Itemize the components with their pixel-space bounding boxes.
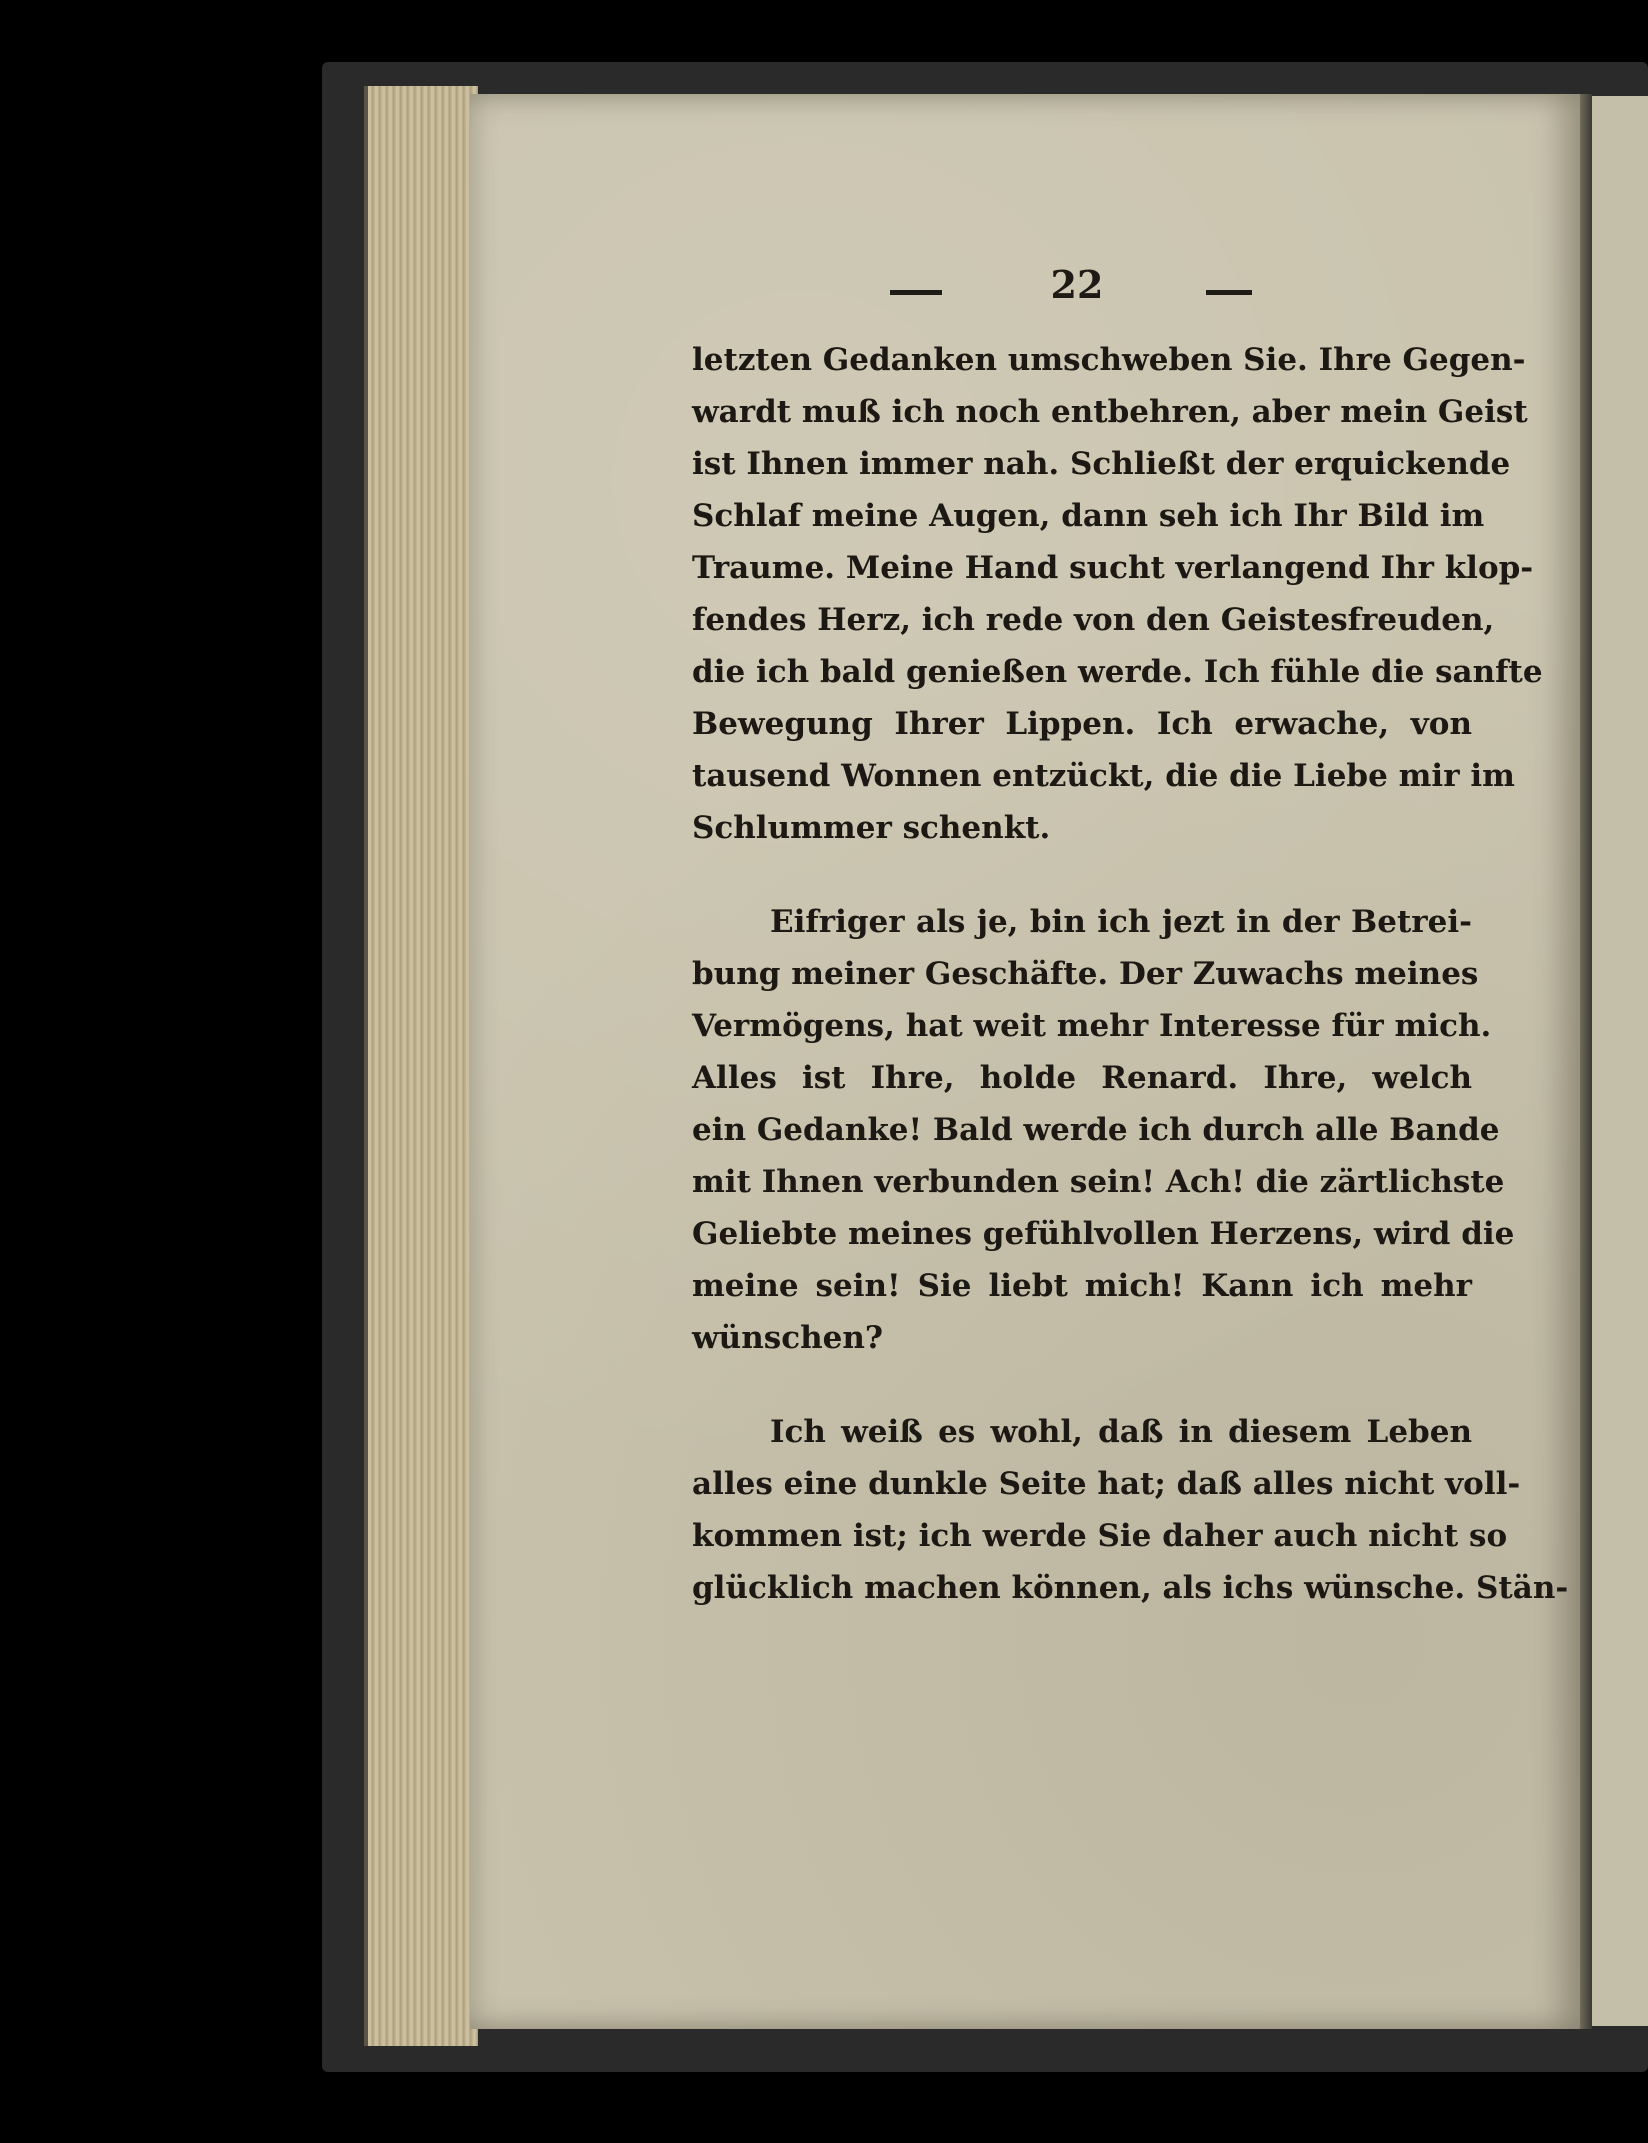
page-edges (364, 86, 478, 2046)
book-page (470, 94, 1580, 2029)
text-line: glücklich machen können, als ichs wünsche. Stän- (692, 1570, 1569, 1606)
text-line: ein Gedanke! Bald werde ich durch alle Bande (692, 1112, 1500, 1148)
page-header (470, 262, 1580, 322)
text-line: wünschen? (692, 1320, 884, 1356)
text-line: ist Ihnen immer nah. Schließt der erquickende (692, 446, 1511, 482)
text-line: letzten Gedanken umschweben Sie. Ihre Gegen- (692, 342, 1526, 378)
text-line: die ich bald genießen werde. Ich fühle die sanfte (692, 654, 1543, 690)
text-line: Vermögens, hat weit mehr Interesse für mich. (692, 1008, 1492, 1044)
text-line: tausend Wonnen entzückt, die die Liebe mir im (692, 758, 1515, 794)
text-line: bung meiner Geschäfte. Der Zuwachs meines (692, 956, 1479, 992)
text-line: Geliebte meines gefühlvollen Herzens, wird die (692, 1216, 1515, 1252)
header-dash-left (890, 290, 942, 295)
text-line: Eifriger als je, bin ich jezt in der Betrei- (770, 904, 1472, 940)
text-line: wardt muß ich noch entbehren, aber mein Geist (692, 394, 1528, 430)
body-text (692, 334, 1569, 1614)
text-line: kommen ist; ich werde Sie daher auch nicht so (692, 1518, 1508, 1554)
text-line: Traume. Meine Hand sucht verlangend Ihr klop- (692, 550, 1534, 586)
facing-page-edge (1592, 96, 1648, 2026)
text-line: mit Ihnen verbunden sein! Ach! die zärtlichste (692, 1164, 1505, 1200)
paragraph-3 (692, 1406, 1569, 1614)
text-line: Schlummer schenkt. (692, 810, 1051, 846)
paragraph-2 (692, 896, 1515, 1364)
text-line: Schlaf meine Augen, dann seh ich Ihr Bild im (692, 498, 1485, 534)
text-line: alles eine dunkle Seite hat; daß alles nicht voll- (692, 1466, 1521, 1502)
text-line: Ich weiß es wohl, daß in diesem Leben (770, 1414, 1472, 1450)
book-gutter (1580, 94, 1592, 2029)
paragraph-gap (692, 1364, 1472, 1406)
paragraph-1 (692, 334, 1543, 854)
text-line: meine sein! Sie liebt mich! Kann ich mehr (692, 1268, 1472, 1304)
text-line: Bewegung Ihrer Lippen. Ich erwache, von (692, 706, 1472, 742)
text-line: Alles ist Ihre, holde Renard. Ihre, welch (692, 1060, 1472, 1096)
text-line: fendes Herz, ich rede von den Geistesfreuden, (692, 602, 1495, 638)
paragraph-gap (692, 854, 1472, 896)
page-number: 22 (1050, 262, 1104, 307)
header-dash-right (1206, 290, 1252, 295)
